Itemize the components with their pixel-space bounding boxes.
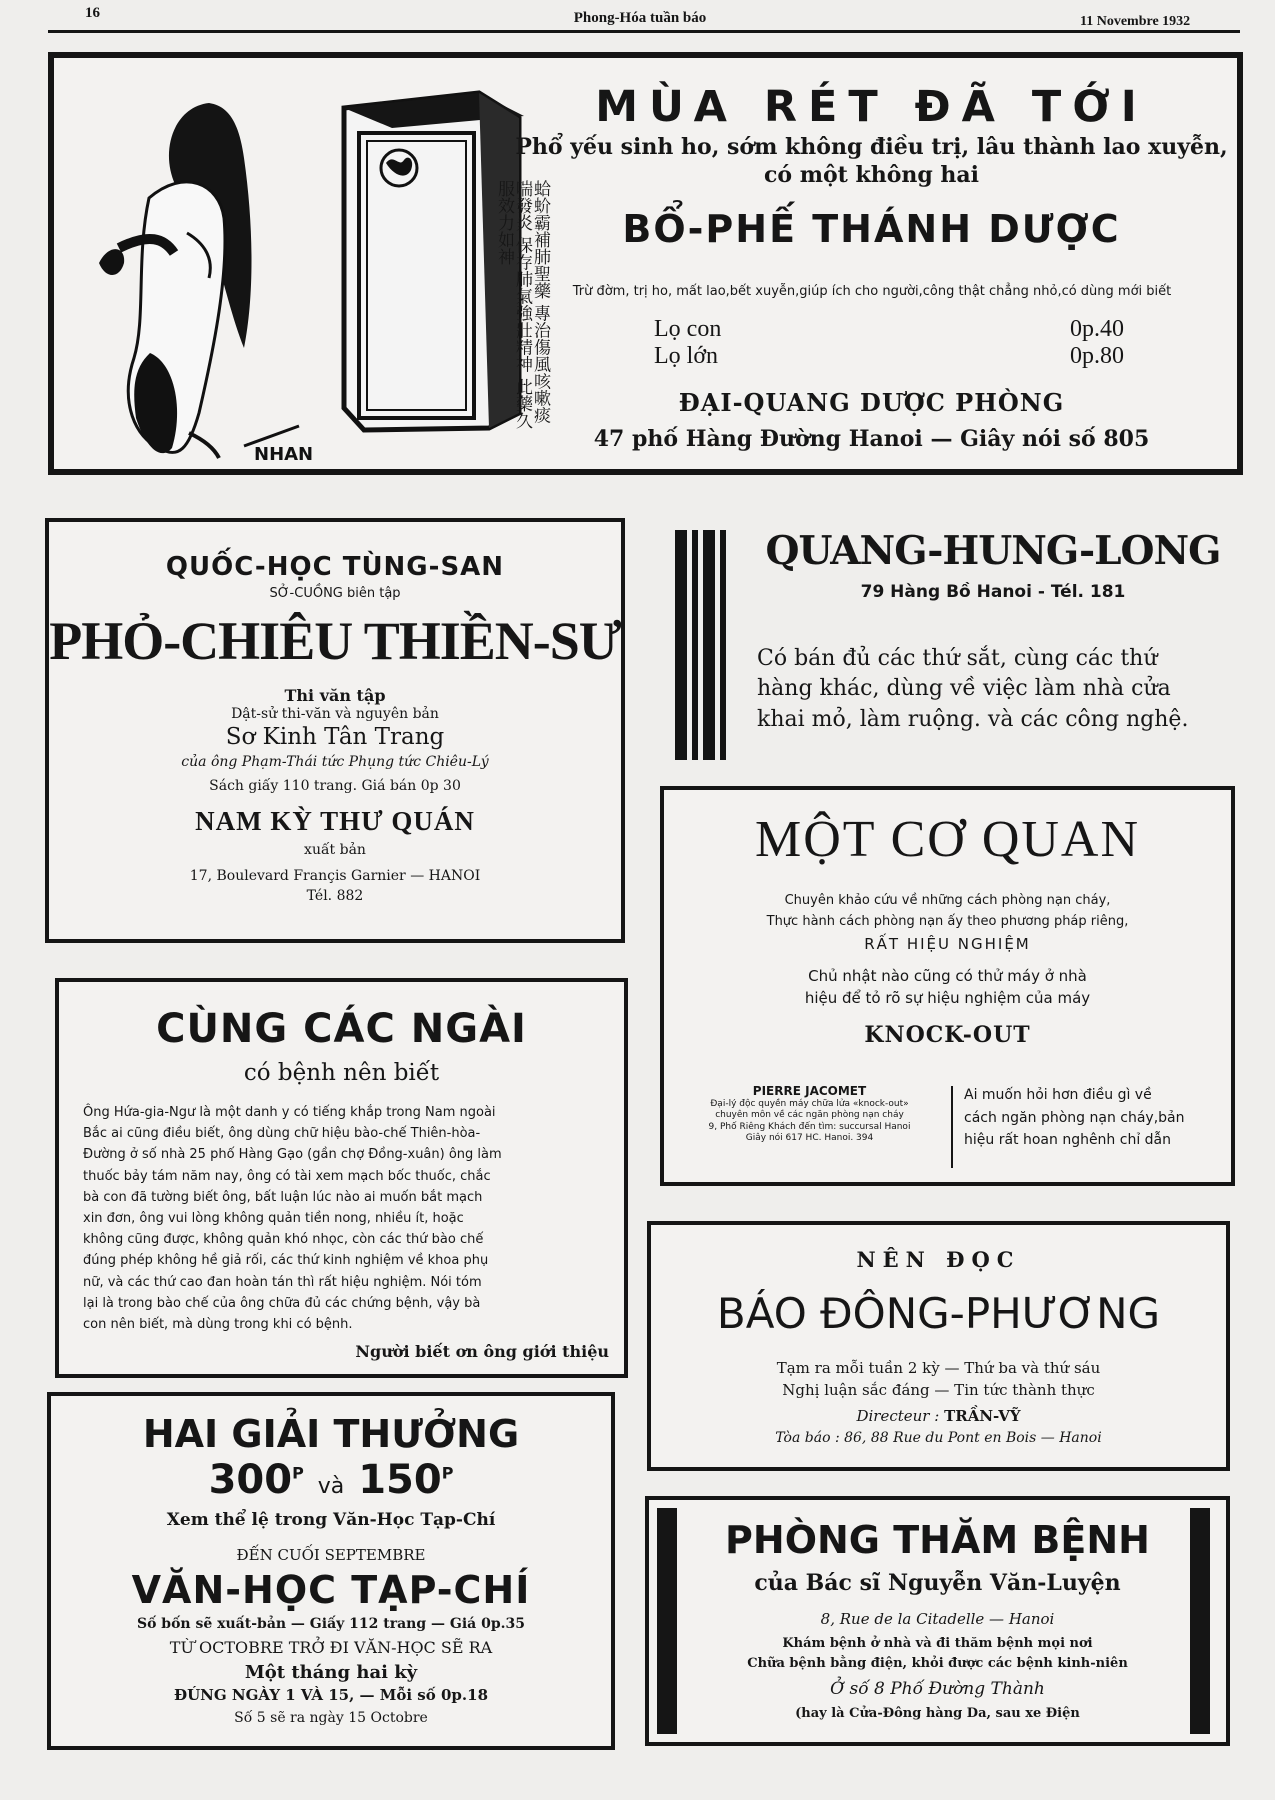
hardware-ad (665, 518, 1250, 763)
prize-line-4: ĐÚNG NGÀY 1 VÀ 15, — Mỗi số 0p.18 (173, 1686, 489, 1704)
fire-product: KNOCK-OUT (864, 1022, 1031, 1048)
newspaper-office: Tòa báo : 86, 88 Rue du Pont en Bois — Hanoi (775, 1430, 1102, 1446)
prize-line-3: Một tháng hai kỳ (244, 1662, 418, 1683)
price-list (654, 316, 1124, 370)
clinic-doctor: của Bác sĩ Nguyễn Văn-Luyện (754, 1570, 1121, 1596)
hardware-line-2: hàng khác, dùng về việc làm nhà cửa (757, 676, 1171, 702)
book-tel: Tél. 882 (306, 888, 364, 904)
doctor-line-4: thuốc bảy tám năm nay, ông có tài xem mạch bốc thuốc, chắc (83, 1168, 491, 1184)
package-line-2: 專治傷風咳嗽痰喘發炎 (512, 180, 550, 424)
fire-divider (951, 1086, 953, 1168)
hardware-line-1: Có bán đủ các thứ sắt, cùng các thứ (757, 646, 1158, 671)
price-label-1: Lọ con (654, 316, 722, 342)
fire-agent-line-1: Đại-lý độc quyền máy chữa lửa «knock-out» (710, 1099, 909, 1110)
prize-and: và (317, 1474, 345, 1499)
doctor-signature: Người biết ơn ông giới thiệu (355, 1342, 609, 1361)
prize-line-5: Số 5 sẽ ra ngày 15 Octobre (234, 1710, 428, 1726)
hardware-description (757, 644, 1227, 735)
book-line-3: của ông Phạm-Thái tức Phụng tức Chiêu-Lý (181, 754, 489, 770)
prize-amount-1: 300 (208, 1457, 293, 1503)
book-line-4: Sách giấy 110 trang. Giá bán 0p 30 (209, 778, 461, 794)
woman-illustration (64, 88, 334, 468)
prize-headline: HAI GIẢI THƯỞNG (142, 1412, 520, 1456)
price-row-2 (654, 343, 1124, 370)
prize-sup-2: P (441, 1463, 454, 1483)
top-lines (514, 134, 1229, 189)
fire-agent-line-3: 9, Phố Riêng Khách đến tìm: succursal Hanoi (708, 1121, 911, 1132)
fire-agent-name: PIERRE JACOMET (752, 1084, 867, 1098)
prize-amount-2: 150 (358, 1457, 442, 1503)
doctor-line-10: lại là trong bào chế của ông chữa đủ các chứng bệnh, vậy bà (83, 1295, 481, 1311)
fire-demo-text (664, 966, 1231, 1010)
price-row-1 (654, 316, 1124, 343)
package-line-4: 此藥久服效力如神 (494, 180, 532, 429)
top-headline: MÙA RÉT ĐÃ TỚI (595, 82, 1148, 132)
clinic-line-1: Khám bệnh ở nhà và đi thăm bệnh mọi nơi (782, 1636, 1093, 1651)
prize-until: ĐẾN CUỐI SEPTEMBRE (236, 1546, 426, 1564)
doctor-headline: CÙNG CÁC NGÀI (156, 1006, 527, 1052)
newspaper-line-2: Nghị luận sắc đáng — Tin tức thành thực (782, 1381, 1095, 1399)
doctor-line-6: xin đơn, ông vui lòng không quản tiền nong, nhiều ít, hoặc (83, 1210, 464, 1226)
decorative-vertical-bars (675, 530, 726, 760)
doctor-line-7: không cũng được, không quản khó nhọc, còn các thứ bào chế (83, 1232, 484, 1248)
header-rule (48, 30, 1240, 33)
book-ad (45, 518, 625, 943)
prize-sup-1: P (292, 1463, 304, 1483)
fire-line-1: Chuyên khảo cứu về những cách phòng nạn cháy, (784, 893, 1111, 908)
fire-right-line-3: hiệu rất hoan nghênh chỉ dẫn (964, 1132, 1172, 1149)
newspaper-director (651, 1407, 1226, 1425)
doctor-line-5: bà con đã tường biết ông, bất luận lúc nào ai muốn bắt mạch (83, 1189, 483, 1205)
clinic-line-2: Chữa bệnh bằng điện, khỏi được các bệnh kinh-niên (747, 1656, 1128, 1671)
price-label-2: Lọ lớn (654, 343, 719, 369)
fire-headline: MỘT CƠ QUAN (754, 811, 1141, 868)
fire-line-5: hiệu để tỏ rõ sự hiệu nghiệm của máy (804, 988, 1091, 1007)
clinic-line-3: Ở số 8 Phố Đường Thành (830, 1679, 1045, 1699)
doctor-subheadline: có bệnh nên biết (243, 1060, 440, 1086)
doctor-line-8: đúng phép không hề giả rối, các thứ kinh nghiệm về khoa phụ (83, 1253, 489, 1269)
top-line-1: Phổ yếu sinh ho, sớm không điều trị, lâu thành lao xuyễn, (515, 134, 1228, 160)
price-value-1: 0p.40 (1070, 316, 1124, 342)
fire-description (664, 890, 1231, 956)
newspaper-line-1: Tạm ra mỗi tuần 2 kỳ — Thứ ba và thứ sáu (776, 1359, 1101, 1377)
hardware-address: 79 Hàng Bồ Hanoi - Tél. 181 (860, 582, 1126, 602)
newspaper-kicker: NÊN ĐỌC (856, 1247, 1021, 1272)
book-address: 17, Boulevard Françis Garnier — HANOI (189, 868, 481, 884)
clinic-ad (645, 1496, 1230, 1746)
book-editor: SỞ-CUỒNG biên tập (269, 586, 401, 601)
prize-line-1: Số bốn sẽ xuất-bản — Giấy 112 trang — Giá 0p.35 (136, 1616, 525, 1632)
fire-line-3: RẤT HIỆU NGHIỆM (864, 935, 1031, 954)
top-medicine-ad (48, 52, 1243, 475)
newspaper-title: Phong-Hóa tuần báo (573, 10, 707, 26)
fire-contact-text (964, 1084, 1214, 1152)
fire-agent-line-2: chuyên môn về các ngăn phòng nạn cháy (715, 1110, 904, 1121)
fire-line-4: Chủ nhật nào cũng có thử máy ở nhà (808, 967, 1087, 985)
clinic-line-4: (hay là Cửa-Đông hàng Da, sau xe Điện (795, 1706, 1080, 1721)
hardware-line-3: khai mỏ, làm ruộng. và các công nghệ. (757, 706, 1189, 732)
company-name: ĐẠI-QUANG DƯỢC PHÒNG (678, 388, 1065, 417)
prize-amounts (51, 1457, 611, 1503)
doctor-line-2: Bắc ai cũng điều biết, ông dùng chữ hiệu bào-chế Thiên-hòa- (83, 1126, 481, 1142)
artist-signature: NHAN (254, 444, 314, 465)
fire-ad (660, 786, 1235, 1186)
top-description: Trừ đờm, trị ho, mất lao,bết xuyễn,giúp ích cho người,công thật chẳng nhỏ,có dùng mới biết (572, 284, 1172, 299)
newspaper-ad (647, 1221, 1230, 1471)
header-date: 11 Novembre 1932 (1080, 14, 1191, 29)
prize-line-2: TỪ OCTOBRE TRỞ ĐI VĂN-HỌC SẼ RA (169, 1638, 493, 1657)
clinic-headline: PHÒNG THĂM BỆNH (725, 1518, 1150, 1562)
prize-see: Xem thể lệ trong Văn-Học Tạp-Chí (166, 1510, 496, 1530)
fire-right-line-2: cách ngăn phòng nạn cháy,bản (964, 1109, 1185, 1126)
book-publisher: NAM KỲ THƯ QUÁN (195, 806, 475, 836)
book-subtitle: Thi văn tập (284, 686, 386, 705)
newspaper-title-text: BÁO ĐÔNG-PHƯƠNG (716, 1289, 1161, 1338)
top-line-2: có một không hai (763, 161, 980, 188)
fire-right-line-1: Ai muốn hỏi hơn điều gì về (964, 1087, 1152, 1103)
package-line-3: 保存肺氣強壯精神 (512, 236, 532, 373)
price-value-2: 0p.80 (1070, 343, 1124, 369)
fire-agent (682, 1084, 937, 1144)
prize-ad (47, 1392, 615, 1750)
book-line-1: Dật-sử thi-văn và nguyên bản (231, 706, 439, 722)
hardware-name: QUANG-HUNG-LONG (765, 528, 1221, 574)
top-product: BỔ-PHẾ THÁNH DƯỢC (622, 207, 1121, 251)
doctor-body (83, 1102, 603, 1335)
package-line-1: 蛤蚧霸補肺聖藥 (530, 180, 550, 299)
book-publisher-sub: xuất bản (304, 842, 366, 858)
fire-agent-line-4: Giây nói 617 HC. Hanoi. 394 (745, 1133, 874, 1144)
book-title: PHỎ-CHIÊU THIỀN-SƯ (49, 611, 621, 671)
doctor-line-3: Đường ở số nhà 25 phố Hàng Gạo (gần chợ Đồng-xuân) ông làm (83, 1147, 502, 1163)
book-line-2: Sơ Kinh Tân Trang (225, 724, 445, 750)
doctor-line-9: nữ, và các thứ cao đan hoàn tán thì rất hiệu nghiệm. Nói tóm (83, 1274, 482, 1290)
director-name: TRẦN-VỸ (944, 1407, 1021, 1425)
company-address: 47 phố Hàng Đường Hanoi — Giây nói số 805 (593, 426, 1150, 452)
prize-magazine: VĂN-HỌC TẠP-CHÍ (131, 1568, 531, 1612)
doctor-ad (55, 978, 628, 1378)
director-label: Directeur : (856, 1407, 940, 1425)
fire-line-2: Thực hành cách phòng nạn ấy theo phương pháp riêng, (766, 914, 1129, 930)
page-number: 16 (85, 5, 100, 21)
doctor-line-1: Ông Hứa-gia-Ngư là một danh y có tiếng khắp trong Nam ngoài (83, 1105, 496, 1120)
book-series: QUỐC-HỌC TÙNG-SAN (165, 552, 505, 582)
doctor-line-11: con nên biết, mà dùng trong khi có bệnh. (83, 1316, 353, 1332)
clinic-address: 8, Rue de la Citadelle — Hanoi (820, 1610, 1055, 1628)
